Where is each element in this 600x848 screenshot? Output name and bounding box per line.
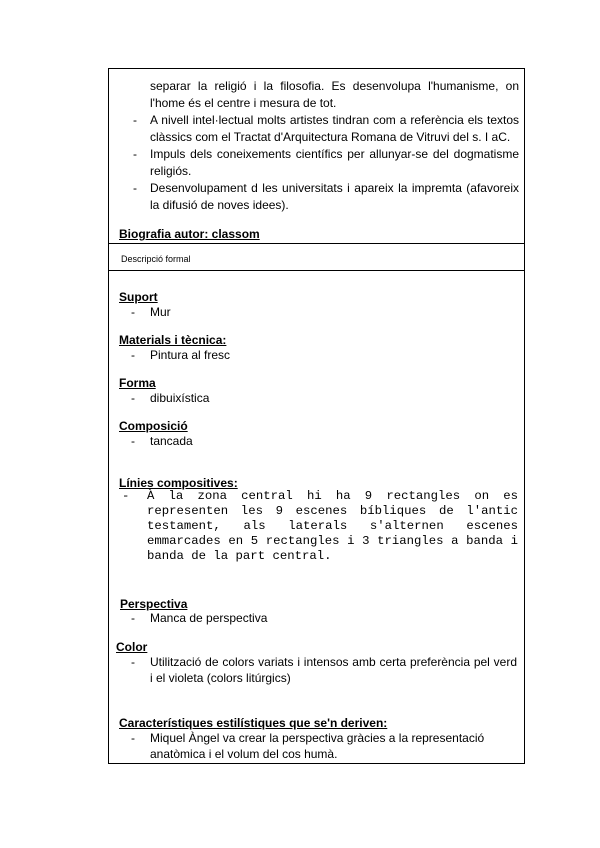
bullet-dash: - [131, 611, 135, 625]
document-table [108, 68, 525, 764]
linies-heading: Línies compositives: [119, 476, 238, 490]
context-bullet-1-line-1: A nivell intel·lectual molts artistes tindran com a referència els textos [150, 113, 519, 127]
linies-line-5: banda de la part central. [147, 549, 332, 563]
forma-heading: Forma [119, 376, 156, 390]
intro-line-2: l'home és el centre i mesura de tot. [150, 96, 337, 110]
linies-line-1: À la zona central hi ha 9 rectangles on es [147, 489, 518, 503]
context-bullet-1-line-2: clàssics com el Tractat d'Arquitectura Romana de Vitruvi del s. I aC. [150, 130, 511, 144]
linies-line-4: emmarcades en 5 rectangles i 3 triangles a banda i [147, 534, 518, 548]
context-bullet-2-line-2: religiós. [150, 164, 192, 178]
caracteristiques-line-1: Miquel Àngel va crear la perspectiva gràcies a la representació [150, 731, 485, 745]
biography-heading: Biografia autor: classom [119, 227, 260, 241]
linies-line-2: representen les 9 escenes bíbliques de l'antic [147, 504, 518, 518]
forma-item: dibuixística [150, 391, 210, 405]
intro-line-1: separar la religió i la filosofia. Es desenvolupa l'humanisme, on [150, 79, 519, 93]
bullet-dash: - [133, 181, 137, 195]
bullet-dash: - [131, 305, 135, 319]
caracteristiques-line-2: anatòmica i el volum del cos humà. [150, 747, 338, 761]
color-line-1: Utilització de colors variats i intensos amb certa preferència pel verd [150, 655, 517, 669]
color-heading: Color [116, 640, 148, 654]
descripcio-formal-label: Descripció formal [121, 254, 191, 264]
row-divider [109, 270, 524, 271]
caracteristiques-heading: Característiques estilístiques que se'n deriven: [119, 716, 388, 730]
bullet-dash: - [131, 434, 135, 448]
row-divider [109, 243, 524, 244]
linies-line-3: testament, als laterals s'alternen escenes [147, 519, 518, 533]
bullet-dash: - [131, 391, 135, 405]
color-line-2: i el violeta (colors litúrgics) [150, 671, 291, 685]
perspectiva-heading: Perspectiva [120, 597, 188, 611]
bullet-dash: - [131, 655, 135, 669]
bullet-dash: - [133, 147, 137, 161]
bullet-dash: - [133, 113, 137, 127]
context-bullet-3-line-2: la difusió de noves idees). [150, 198, 289, 212]
perspectiva-item: Manca de perspectiva [150, 611, 268, 625]
suport-item: Mur [150, 305, 171, 319]
suport-heading: Suport [119, 290, 158, 304]
context-bullet-3-line-1: Desenvolupament d les universitats i apareix la impremta (afavoreix [150, 181, 519, 195]
composicio-item: tancada [150, 434, 193, 448]
composicio-heading: Composició [119, 419, 188, 433]
context-bullet-2-line-1: Impuls dels coneixements científics per allunyar-se del dogmatisme [150, 147, 519, 161]
bullet-dash: - [131, 348, 135, 362]
bullet-dash: - [131, 731, 135, 745]
materials-item: Pintura al fresc [150, 348, 231, 362]
bullet-dash: - [122, 489, 130, 503]
materials-heading: Materials i tècnica: [119, 333, 227, 347]
